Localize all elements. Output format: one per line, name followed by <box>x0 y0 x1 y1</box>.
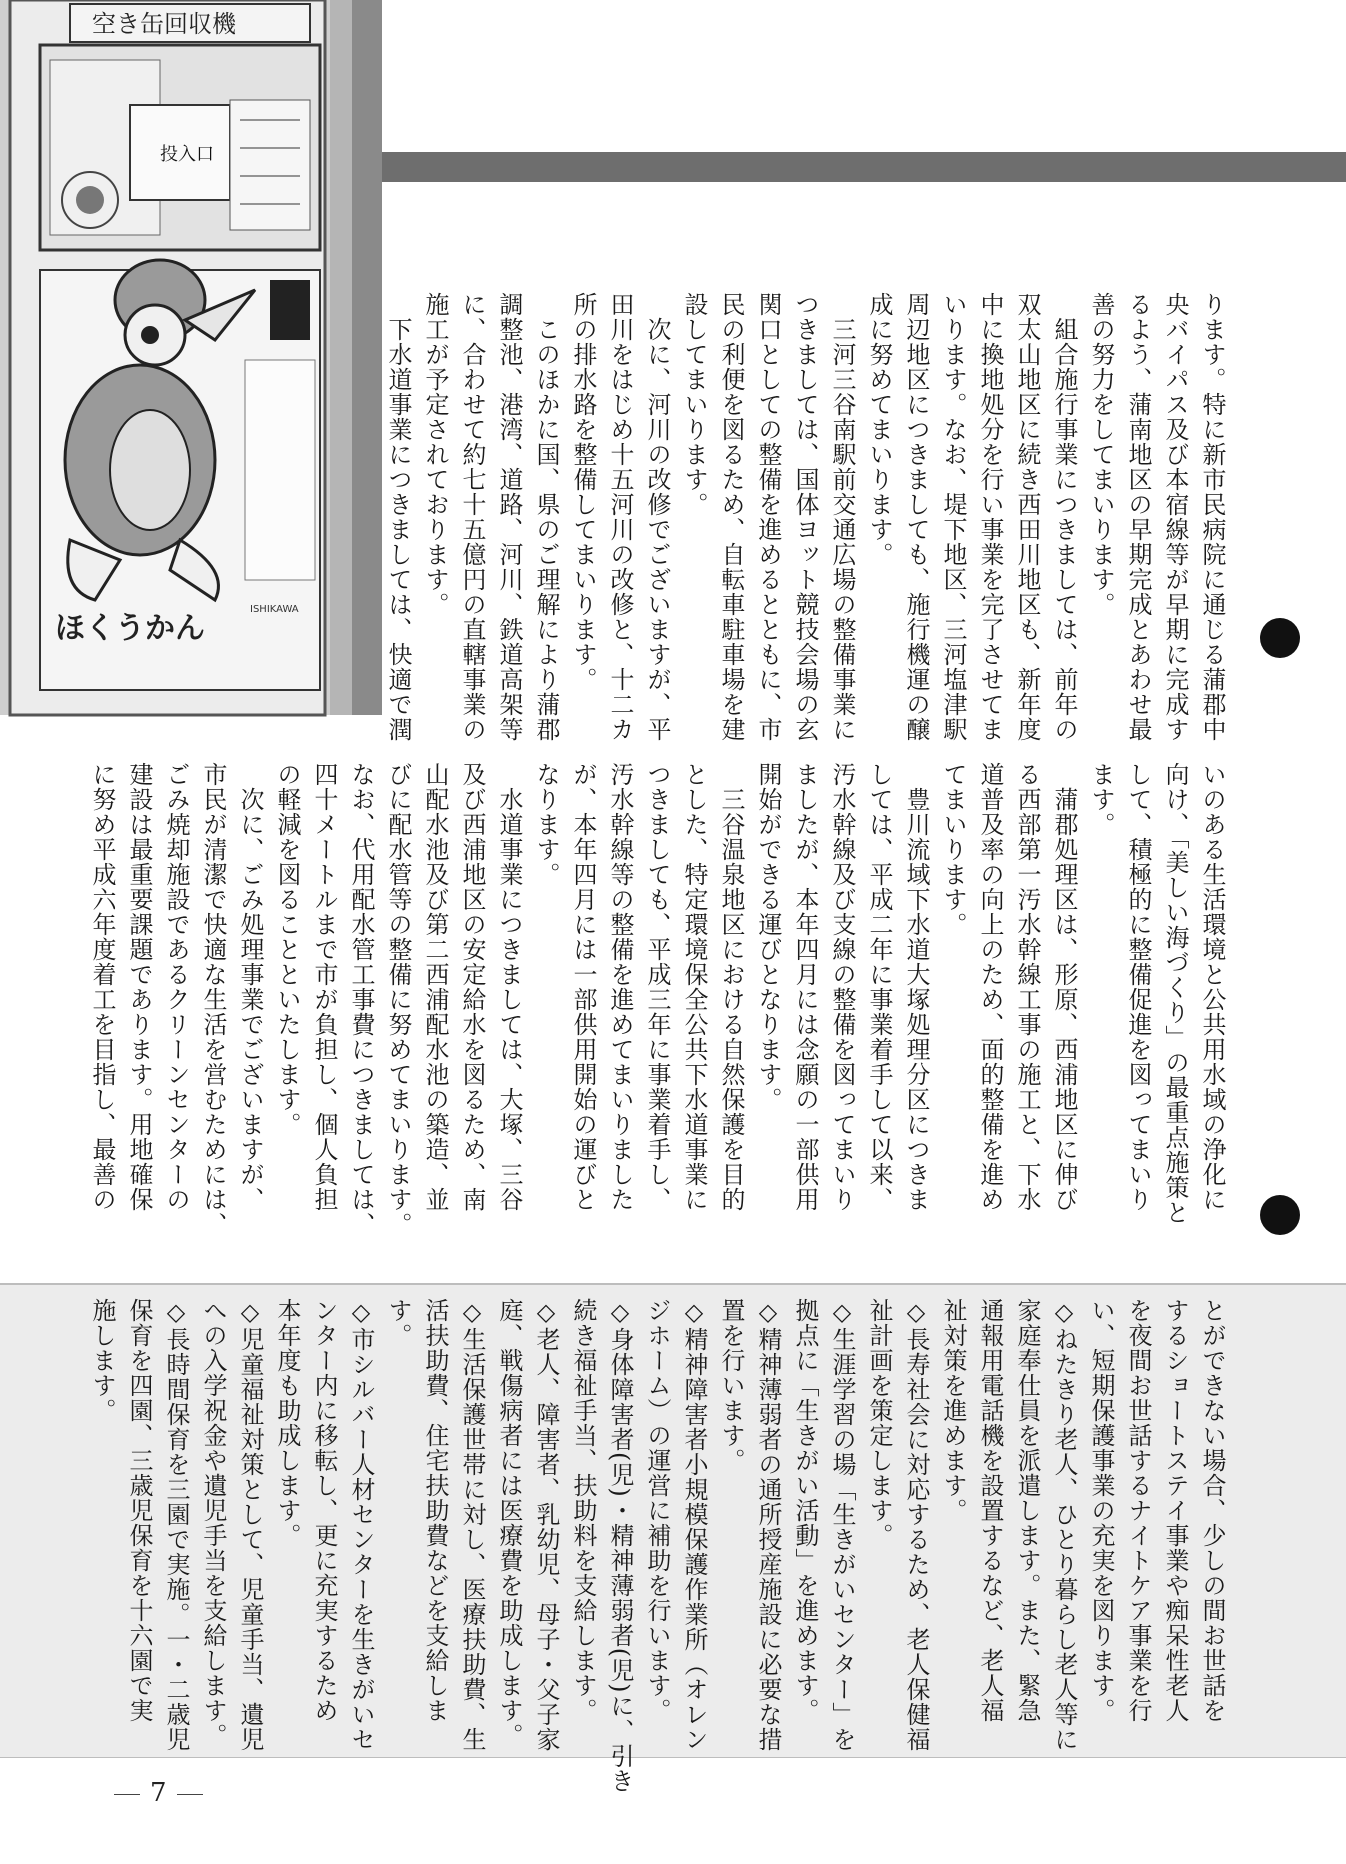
body-text-top: ります。特に新市民病院に通じる蒲郡中 央バイパス及び本宿線等が早期に完成す るよう、蒲南地区の早期完成とあわせ最 善の努力をしてまいります。 組合施行事業につきましては、前年の 双太山地区に続き西田川地区も、新年度 中に換地処分を行い事業を完了させてま いります。なお、堤下地区、三河塩津駅 周辺地区につきましても、施行機運の醸 成に努めてまいります。 三河三谷南駅前交通広場の整備事業に つきましては、国体ヨット競技会場の玄 関口としての整備を進めるとともに、市 民の利便を図るため、自転車駐車場を建 設してまいります。 次に、河川の改修でございますが、平 田川をはじめ十五河川の改修と、十二カ 所の排水路を整備してまいります。 このほかに国、県のご理解により蒲郡 調整池、港湾、道路、河川、鉄道高架等 に、合わせて約七十五億円の直轄事業の 施工が予定されております。 下水道事業につきましては、快適で潤 <box>384 292 1226 742</box>
mascot-text: ほくうかん <box>55 611 205 646</box>
section-dot-1 <box>1260 618 1300 658</box>
page-number <box>104 1778 213 1808</box>
section-dot-2 <box>1260 1195 1300 1235</box>
section-rule-bar <box>382 152 1346 182</box>
photo-can-collection-machine <box>0 0 382 715</box>
page-dash-right <box>177 1794 203 1795</box>
body-text-middle: いのある生活環境と公共用水域の浄化に 向け、「美しい海づくり」の最重点施策と して、積極的に整備促進を図ってまいり ます。 蒲郡処理区は、形原、西浦地区に伸び る西部第一汚水幹線工事の施工と、下水 道普及率の向上のため、面的整備を進め てまいります。 豊川流域下水道大塚処理分区につきま しては、平成二年に事業着手して以来、 汚水幹線及び支線の整備を図ってまいり ましたが、本年四月には念願の一部供用 開始ができる運びとなります。 三谷温泉地区における自然保護を目的 とした、特定環境保全公共下水道事業に つきましても、平成三年に事業着手し、 汚水幹線等の整備を進めてまいりました が、本年四月には一部供用開始の運びと なります。 水道事業につきましては、大塚、三谷 及び西浦地区の安定給水を図るため、南 山配水池及び第二西浦配水池の築造、並 びに配水管等の整備に努めてまいります。 なお、代用配水管工事費につきましては、 四十メートルまで市が負担し、個人負担 の軽減を図ることといたします。 次に、ごみ処理事業でございますが、 市民が清潔で快適な生活を営むためには、 ごみ焼却施設であるクリーンセンターの 建設は最重要課題であります。用地確保 に努め平成六年度着工を目指し、最善の <box>88 762 1226 1237</box>
page-number-value: 7 <box>150 1778 167 1808</box>
machine-sign: 空き缶回収機 <box>92 10 236 38</box>
body-text-bottom: とができない場合、少しの間お世話を するショートステイ事業や痴呆性老人 を夜間お世話するナイトケア事業を行 い、短期保護事業の充実を図ります。 ◇ねたきり老人、ひとり暮らし老人等に 家庭奉仕員を派遣します。また、緊急 通報用電話機を設置するなど、老人福 祉対策を進めます。 ◇長寿社会に対応するため、老人保健福 祉計画を策定します。 ◇生涯学習の場「生きがいセンター」を 拠点に「生きがい活動」を進めます。 ◇精神薄弱者の通所授産施設に必要な措 置を行います。 ◇精神障害者小規模保護作業所（オレン ジホーム）の運営に補助を行います。 ◇身体障害者(児)・精神薄弱者(児)に、引き 続き福祉手当、扶助料を支給します。 ◇老人、障害者、乳幼児、母子・父子家 庭、戦傷病者には医療費を助成します。 ◇生活保護世帯に対し、医療扶助費、生 活扶助費、住宅扶助費などを支給しま す。 ◇市シルバー人材センターを生きがいセ ンター内に移転し、更に充実するため 本年度も助成します。 ◇児童福祉対策として、児童手当、遺児 への入学祝金や遺児手当を支給します。 ◇長時間保育を三園で実施。一・二歳児 保育を四園、三歳児保育を十六園で実 施します。 <box>88 1298 1226 1794</box>
slot-label: 投入口 <box>160 144 214 165</box>
page-dash-left <box>114 1794 140 1795</box>
machine-illustration <box>0 0 382 715</box>
maker-text: ISHIKAWA <box>250 604 299 615</box>
